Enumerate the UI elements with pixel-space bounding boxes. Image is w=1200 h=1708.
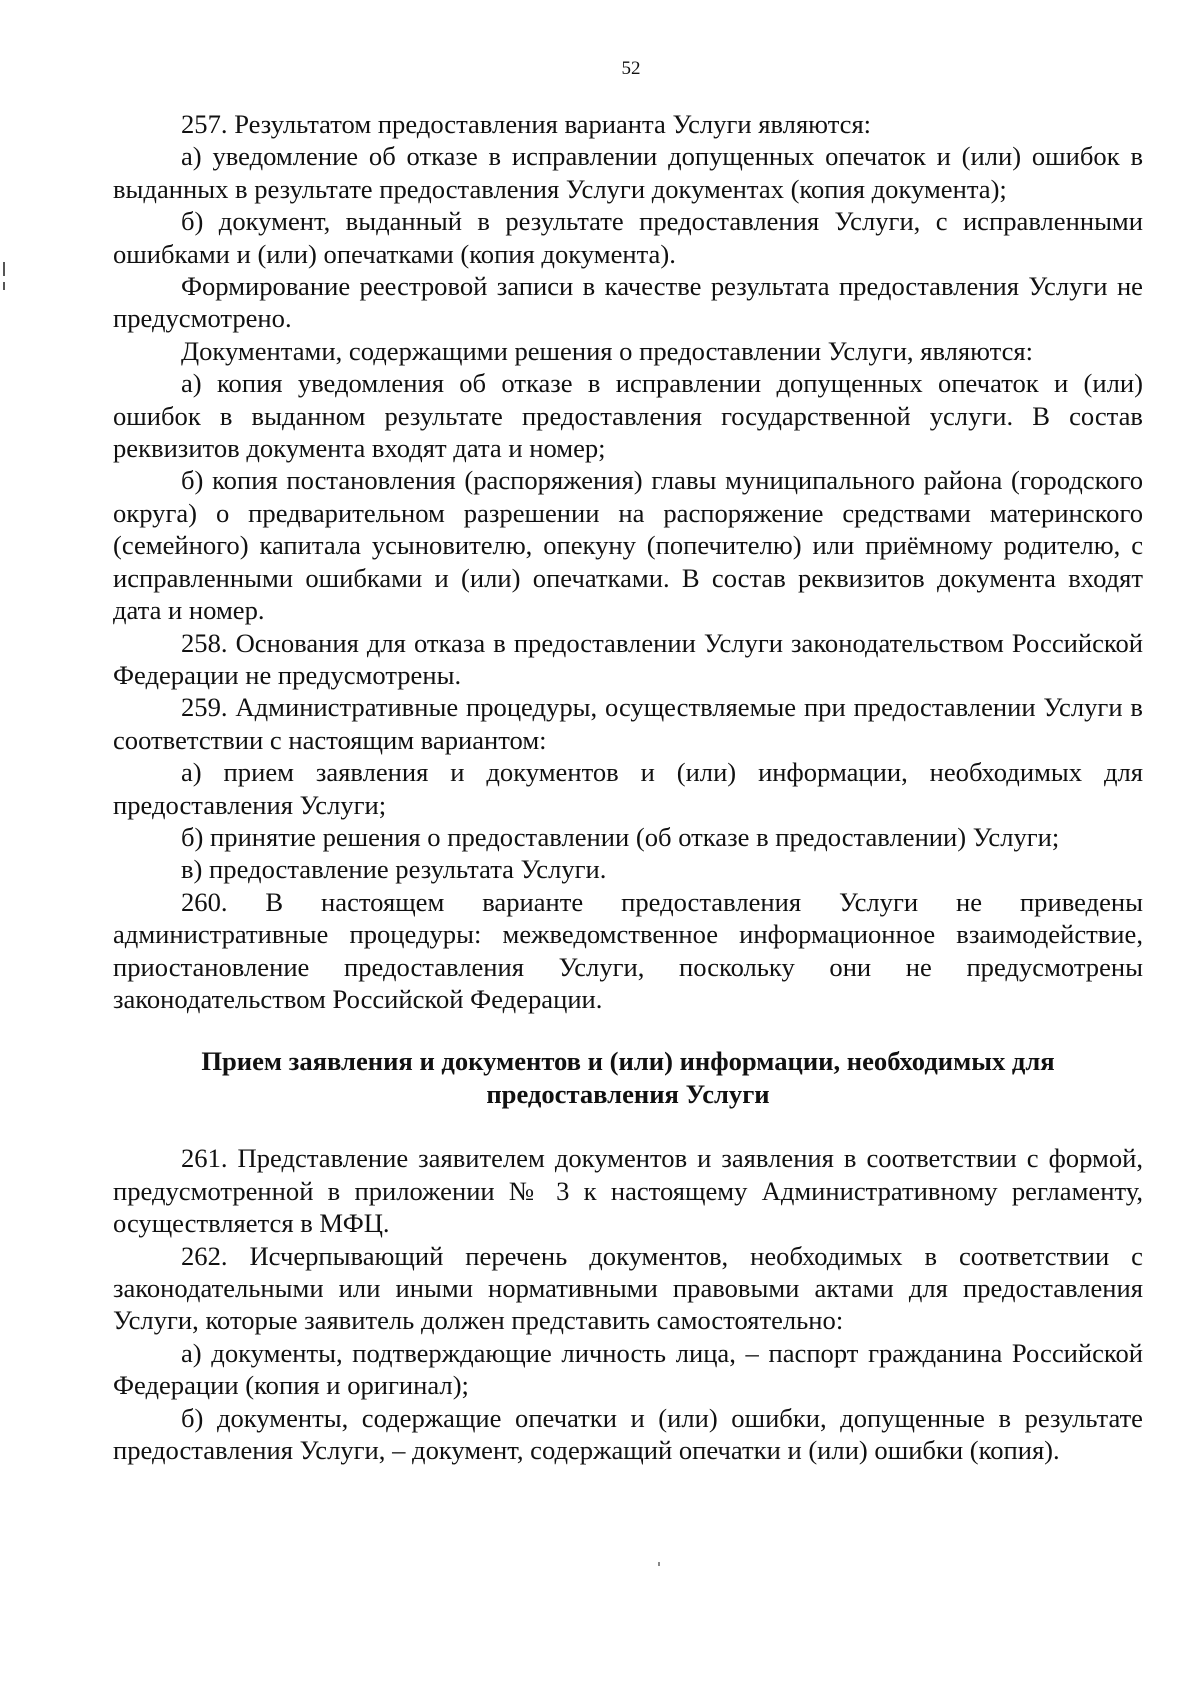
paragraph-260: 260. В настоящем варианте предоставления Услуги не приведены административные процедуры: межведомственное информационное взаимодействие, приостановление предоставления Услуги, поскольку они не предусмотрены законодательством Российской Федерации. — [113, 886, 1143, 1014]
scan-speck — [658, 1562, 660, 1566]
paragraph-258: 258. Основания для отказа в предоставлении Услуги законодательством Российской Федерации не предусмотрены. — [113, 627, 1143, 690]
paragraph-262-a: а) документы, подтверждающие личность лица, – паспорт гражданина Российской Федерации (копия и оригинал); — [113, 1337, 1143, 1401]
paragraph-259: 259. Административные процедуры, осуществляемые при предоставлении Услуги в соответствии с настоящим вариантом: — [113, 692, 1143, 755]
paragraph-257-b: б) документ, выданный в результате предоставления Услуги, с исправленными ошибками и (или) опечатками (копия документа). — [113, 206, 1143, 269]
section-heading-line-1: Прием заявления и документов и (или) информации, необходимых для — [201, 1046, 1055, 1077]
document-body — [113, 108, 1143, 1466]
page-number: 52 — [621, 58, 641, 79]
section-heading — [113, 1045, 1143, 1111]
scan-margin-mark — [3, 282, 5, 290]
paragraph-registry-record: Формирование реестровой записи в качестве результата предоставления Услуги не предусмотрено. — [113, 271, 1143, 334]
paragraph-decision-documents-b: б) копия постановления (распоряжения) главы муниципального района (городского округа) о предварительном разрешении на распоряжение средствами материнского (семейного) капитала усыновителю, опекуну (попечителю) или приёмному родителю, с исправленными ошибками и (или) опечатками. В состав реквизитов документа входят дата и номер. — [113, 465, 1143, 626]
paragraph-decision-documents: Документами, содержащими решения о предоставлении Услуги, являются: — [181, 335, 1034, 366]
paragraph-257-a: а) уведомление об отказе в исправлении допущенных опечаток и (или) ошибок в выданных в результате предоставления Услуги документах (копия документа); — [113, 141, 1143, 204]
paragraph-259-b: б) принятие решения о предоставлении (об отказе в предоставлении) Услуги; — [181, 821, 1060, 852]
paragraph-259-c: в) предоставление результата Услуги. — [181, 854, 607, 885]
paragraph-257: 257. Результатом предоставления варианта Услуги являются: — [181, 109, 872, 139]
scan-margin-mark — [3, 262, 5, 276]
section-heading-line-2: предоставления Услуги — [486, 1079, 770, 1110]
paragraph-262-b: б) документы, содержащие опечатки и (или) ошибки, допущенные в результате предоставления Услуги, – документ, содержащий опечатки и (или) ошибки (копия). — [113, 1402, 1143, 1466]
paragraph-261: 261. Представление заявителем документов и заявления в соответствии с формой, предусмотренной в приложении № 3 к настоящему Административному регламенту, осуществляется в МФЦ. — [113, 1143, 1143, 1239]
paragraph-259-a: а) прием заявления и документов и (или) информации, необходимых для предоставления Услуги; — [113, 757, 1143, 820]
paragraph-262: 262. Исчерпывающий перечень документов, необходимых в соответствии с законодательными или иными нормативными правовыми актами для предоставления Услуги, которые заявитель должен представить самостоятельно: — [113, 1240, 1143, 1336]
paragraph-decision-documents-a: а) копия уведомления об отказе в исправлении допущенных опечаток и (или) ошибок в выданном результате предоставления государственной услуги. В состав реквизитов документа входят дата и номер; — [113, 368, 1143, 464]
